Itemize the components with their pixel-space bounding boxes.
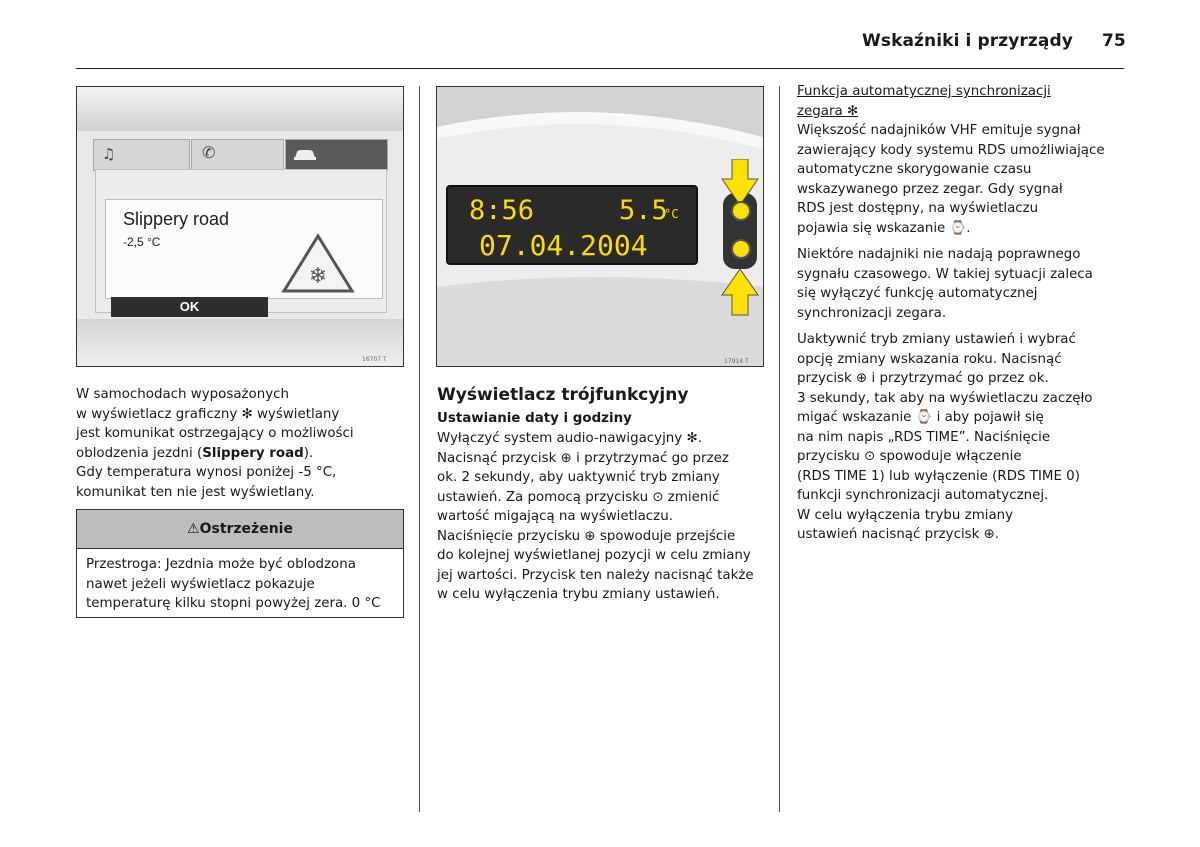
- lcd-temperature: 5.5: [619, 195, 668, 226]
- car-icon: [292, 147, 318, 163]
- text-line: wskazywanego przez zegar. Gdy sygnał: [797, 181, 1063, 197]
- graphic-display-figure: [76, 86, 404, 367]
- paragraph-1: [797, 121, 1127, 238]
- text-line: migać wskazanie ⌚ i aby pojawił się: [797, 410, 1044, 425]
- text-line: zawierający kody systemu RDS umożliwiające: [797, 142, 1105, 158]
- text-line: wartość migającą na wyświetlaczu.: [437, 509, 673, 524]
- subsection-heading: Ustawianie daty i godziny: [437, 411, 632, 426]
- sync-heading: [797, 82, 1127, 121]
- lcd-time: 8:56: [469, 195, 535, 226]
- text-line: Wyłączyć system audio-nawigacyjny ✻.: [437, 431, 702, 446]
- text-line: zegara ✻: [797, 103, 859, 119]
- right-column: [797, 82, 1127, 545]
- text-line: przycisku ⊙ spowoduje włączenie: [797, 449, 1022, 464]
- warning-body: [77, 549, 403, 620]
- text-line: ok. 2 sekundy, aby uaktywnić tryb zmiany: [437, 470, 720, 485]
- snowflake-warning-icon: [281, 233, 355, 295]
- text-line: jej wartości. Przycisk ten należy nacisnąć także: [437, 567, 754, 583]
- dashboard-bottom: [77, 319, 403, 366]
- figure-code: 16707 T: [362, 356, 387, 363]
- lcd-display: [446, 185, 698, 265]
- paragraph-3: [797, 330, 1127, 545]
- paragraph-2: [797, 245, 1127, 323]
- warning-message-panel: [105, 199, 383, 299]
- clock-button-icon: [731, 201, 751, 221]
- ok-button: OK: [111, 297, 268, 317]
- message-temperature: -2,5 °C: [123, 235, 161, 249]
- column-divider-2: [779, 86, 780, 812]
- tab-audio: [93, 139, 190, 171]
- lcd-date: 07.04.2004: [479, 229, 648, 262]
- header-rule: [76, 68, 1124, 69]
- lcd-temp-unit: °C: [664, 207, 679, 221]
- adjust-button-icon: [731, 239, 751, 259]
- page-number: 75: [1102, 31, 1126, 51]
- arrow-up-icon: [720, 267, 760, 319]
- text-line: Funkcja automatycznej synchronizacji: [797, 84, 1051, 99]
- text-line: w wyświetlacz graficzny ✻ wyświetlany: [76, 406, 340, 422]
- section-title: Wskaźniki i przyrządy: [862, 31, 1073, 51]
- text-line: RDS jest dostępny, na wyświetlaczu: [797, 201, 1039, 216]
- dashboard-top: [77, 87, 403, 131]
- text-line: pojawia się wskazanie ⌚.: [797, 220, 971, 236]
- text-line: W celu wyłączenia trybu zmiany: [797, 507, 1014, 523]
- warning-box: [76, 509, 404, 618]
- text-line: jest komunikat ostrzegający o możliwości: [76, 426, 354, 441]
- text-line: temperaturę kilku stopni powyżej zera. 0 °C: [86, 596, 381, 611]
- text-line: do kolejnej wyświetlanej pozycji w celu zmiany: [437, 548, 751, 563]
- tab-phone: [191, 139, 284, 171]
- text-line: Gdy temperatura wynosi poniżej -5 °C,: [76, 465, 337, 480]
- text-line: synchronizacji zegara.: [797, 305, 947, 321]
- middle-paragraph: [437, 429, 772, 605]
- text-line: Naciśnięcie przycisku ⊕ spowoduje przejście: [437, 528, 736, 544]
- text-line: oblodzenia jezdni (Slippery road).: [76, 445, 314, 461]
- svg-text:❄: ❄: [308, 264, 328, 289]
- text-line: ustawień. Za pomocą przycisku ⊙ zmienić: [437, 489, 720, 505]
- music-note-icon: ♫: [102, 145, 116, 163]
- figure-code: 17914 T: [724, 358, 749, 365]
- text-line: funkcji synchronizacji automatycznej.: [797, 488, 1049, 503]
- triple-display-figure: [436, 86, 764, 367]
- text-line: automatyczne skorygowanie czasu: [797, 162, 1032, 177]
- text-line: opcję zmiany wskazania roku. Nacisnąć: [797, 351, 1062, 367]
- text-line: W samochodach wyposażonych: [76, 387, 290, 402]
- phone-icon: ✆: [202, 143, 216, 162]
- tab-vehicle: [285, 139, 388, 171]
- text-line: w celu wyłączenia trybu zmiany ustawień.: [437, 587, 720, 602]
- left-paragraph: [76, 385, 406, 502]
- text-line: sygnału czasowego. W takiej sytuacji zaleca: [797, 266, 1093, 282]
- text-line: Nacisnąć przycisk ⊕ i przytrzymać go przez: [437, 450, 729, 466]
- text-line: się wyłączyć funkcję automatycznej: [797, 286, 1038, 301]
- warning-heading: ⚠Ostrzeżenie: [77, 510, 403, 549]
- text-line: Uaktywnić tryb zmiany ustawień i wybrać: [797, 332, 1076, 347]
- text-line: nawet jeżeli wyświetlacz pokazuje: [86, 576, 315, 592]
- column-divider-1: [419, 86, 420, 812]
- text-line: (RDS TIME 1) lub wyłączenie (RDS TIME 0): [797, 468, 1080, 484]
- text-line: Niektóre nadajniki nie nadają poprawnego: [797, 247, 1081, 262]
- text-line: na nim napis „RDS TIME”. Naciśnięcie: [797, 429, 1051, 445]
- text-line: przycisk ⊕ i przytrzymać go przez ok.: [797, 371, 1049, 386]
- section-heading: Wyświetlacz trójfunkcyjny: [437, 385, 689, 405]
- message-title: Slippery road: [123, 209, 230, 229]
- text-line: Większość nadajników VHF emituje sygnał: [797, 123, 1081, 138]
- text-line: ustawień nacisnąć przycisk ⊕.: [797, 527, 1000, 542]
- text-line: 3 sekundy, tak aby na wyświetlaczu zaczęło: [797, 390, 1093, 406]
- text-line: komunikat ten nie jest wyświetlany.: [76, 484, 315, 500]
- text-line: Przestroga: Jezdnia może być oblodzona: [86, 557, 356, 572]
